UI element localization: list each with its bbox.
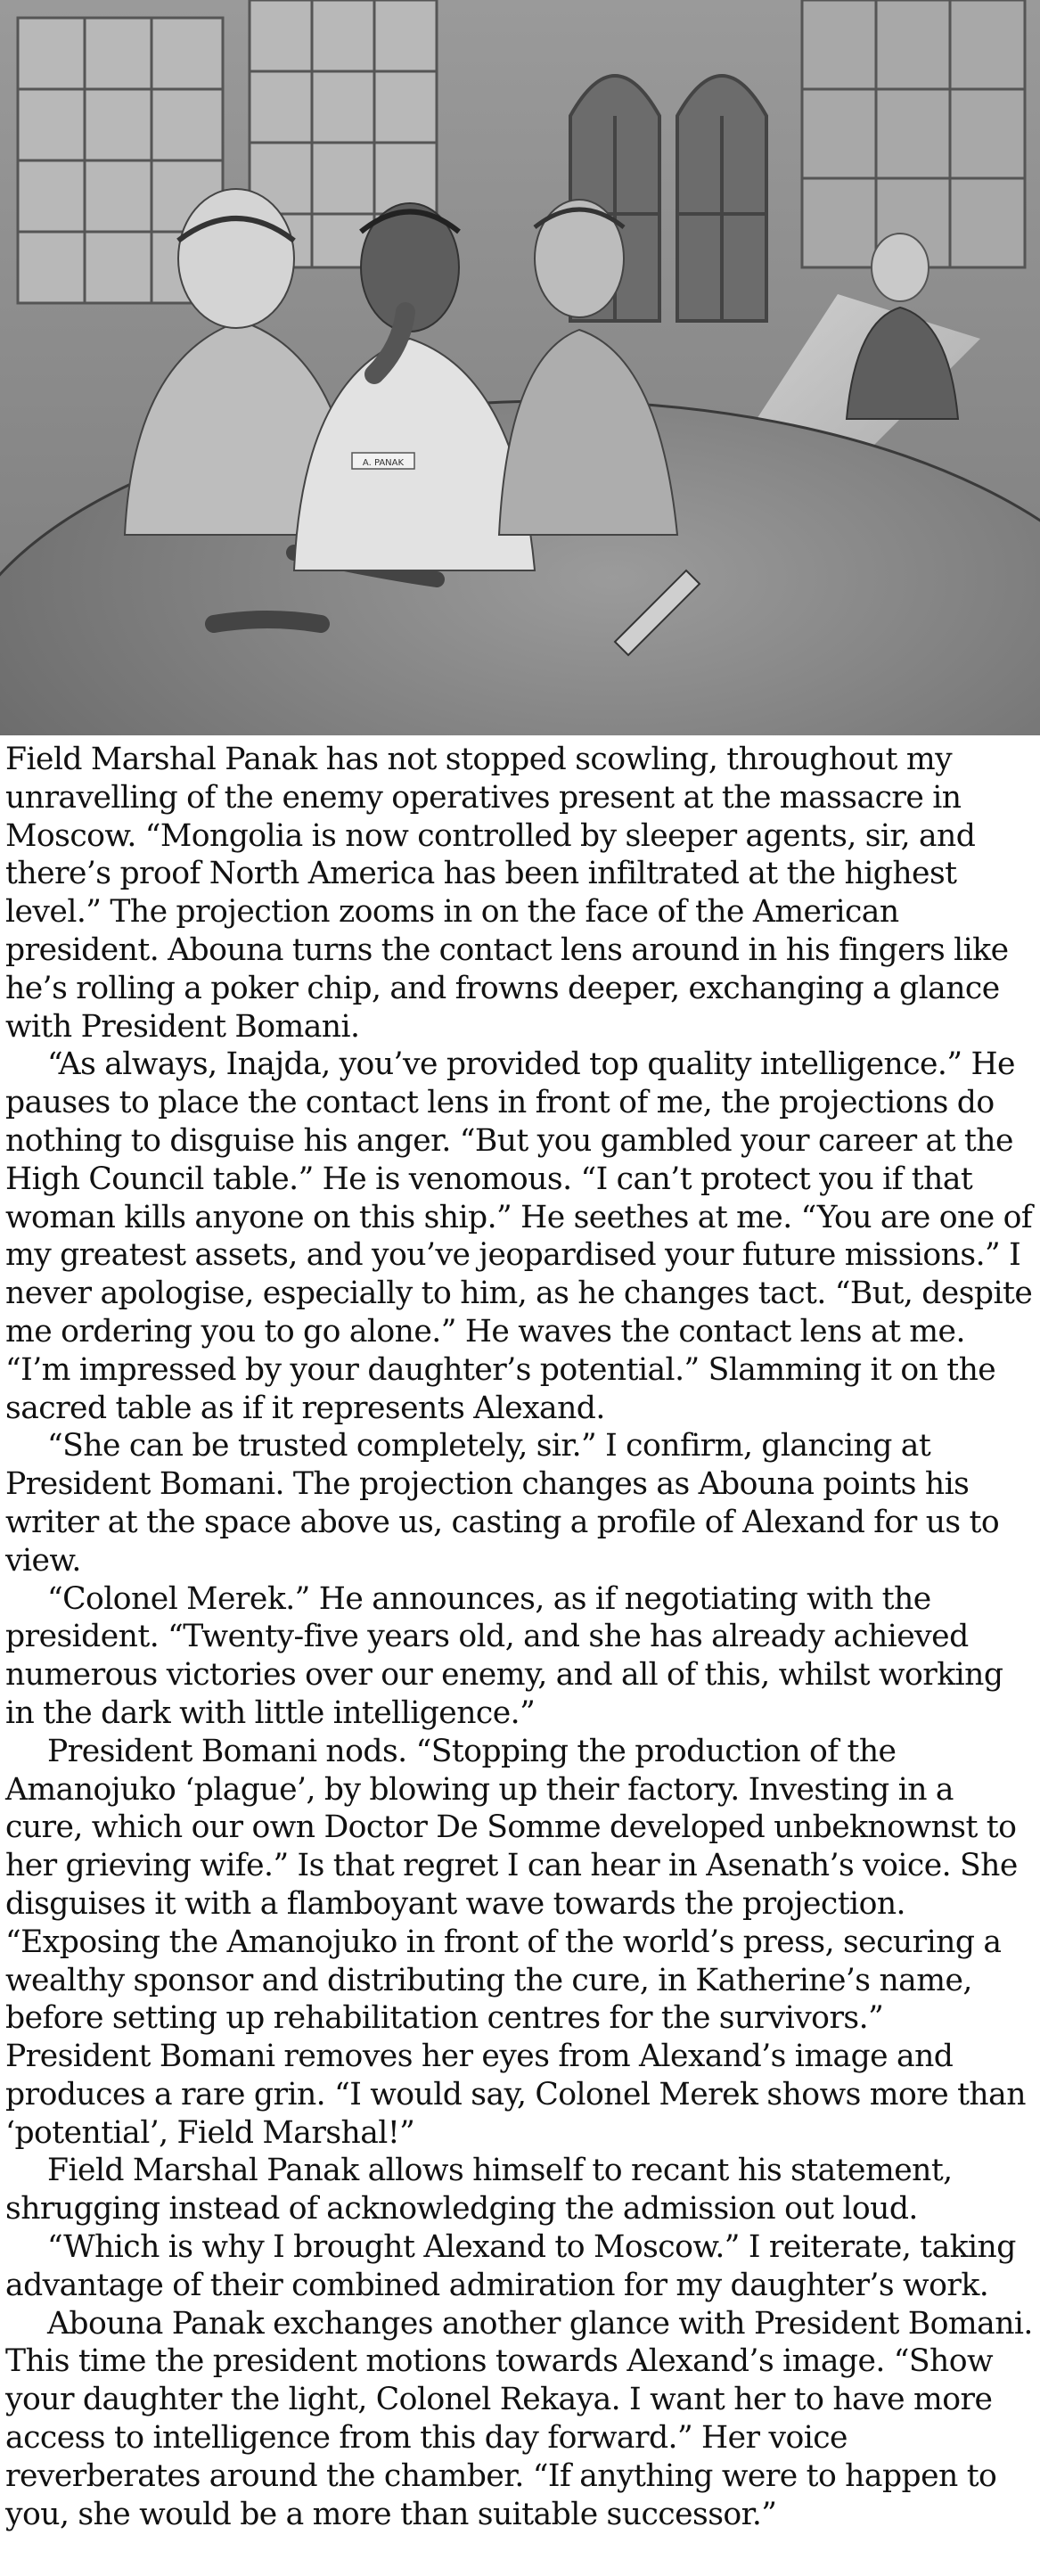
paragraph-5: President Bomani nods. “Stopping the production of the Amanojuko ‘plague’, by blowing up their factory. Investing in a cure, which our own Doctor De Somme developed unbeknownst to her grieving wife.” Is that regret I can hear in Asenath’s voice. She disguises it with a flamboyant wave towards the projection. “Exposing the Amanojuko in front of the world’s press, securing a wealthy sponsor and distributing the cure, in Katherine’s name, before setting up rehabilitation centres for the survivors.” President Bomani removes her eyes from Alexand’s image and produces a rare grin. “I would say, Colonel Merek shows more than ‘potential’, Field Marshal!” — [5, 1733, 1026, 2151]
name-badge: A. PANAK — [362, 458, 405, 468]
paragraph-2: “As always, Inajda, you’ve provided top quality intelligence.” He pauses to place the contact lens in front of me, the projections do nothing to disguise his anger. “But you gambled your career at the High Council table.” He is venomous. “I can’t protect you if that woman kills anyone on this ship.” He seethes at me. “You are one of my greatest assets, and you’ve jeopardised your future missions.” I never apologise, especially to him, as he changes tact. “But, despite me ordering you to go alone.” He waves the contact lens at me. “I’m impressed by your daughter’s potential.” Slamming it on the sacred table as if it represents Alexand. — [5, 1046, 1033, 1426]
story-text — [0, 735, 1040, 2533]
pencil-illustration — [0, 0, 1040, 735]
paragraph-8: Abouna Panak exchanges another glance with President Bomani. This time the president motions towards Alexand’s image. “Show your daughter the light, Colonel Rekaya. I want her to have more access to intelligence from this day forward.” Her voice reverberates around the chamber. “If anything were to happen to you, she would be a more than suitable successor.” — [5, 2305, 1033, 2532]
paragraph-7: “Which is why I brought Alexand to Moscow.” I reiterate, taking advantage of their combined admiration for my daughter’s work. — [5, 2229, 1016, 2303]
paragraph-3: “She can be trusted completely, sir.” I confirm, glancing at President Bomani. The projection changes as Abouna points his writer at the space above us, casting a profile of Alexand for us to view. — [5, 1428, 1000, 1579]
hand-on-table — [214, 619, 321, 624]
paragraph-4: “Colonel Merek.” He announces, as if negotiating with the president. “Twenty-five years old, and she has already achieved numerous victories over our enemy, and all of this, whilst working in the dark with little intelligence.” — [5, 1580, 1003, 1731]
paragraph-6: Field Marshal Panak allows himself to recant his statement, shrugging instead of acknowledging the admission out loud. — [5, 2153, 953, 2227]
paragraph-1: Field Marshal Panak has not stopped scowling, throughout my unravelling of the enemy operatives present at the massacre in Moscow. “Mongolia is now controlled by sleeper agents, sir, and there’s proof North America has been infiltrated at the highest level.” The projection zooms in on the face of the American president. Abouna turns the contact lens around in his fingers like he’s rolling a poker chip, and frowns deeper, exchanging a glance with President Bomani. — [5, 742, 1009, 1045]
window-grid-right — [802, 0, 1025, 267]
council-scene-drawing — [0, 0, 1040, 735]
